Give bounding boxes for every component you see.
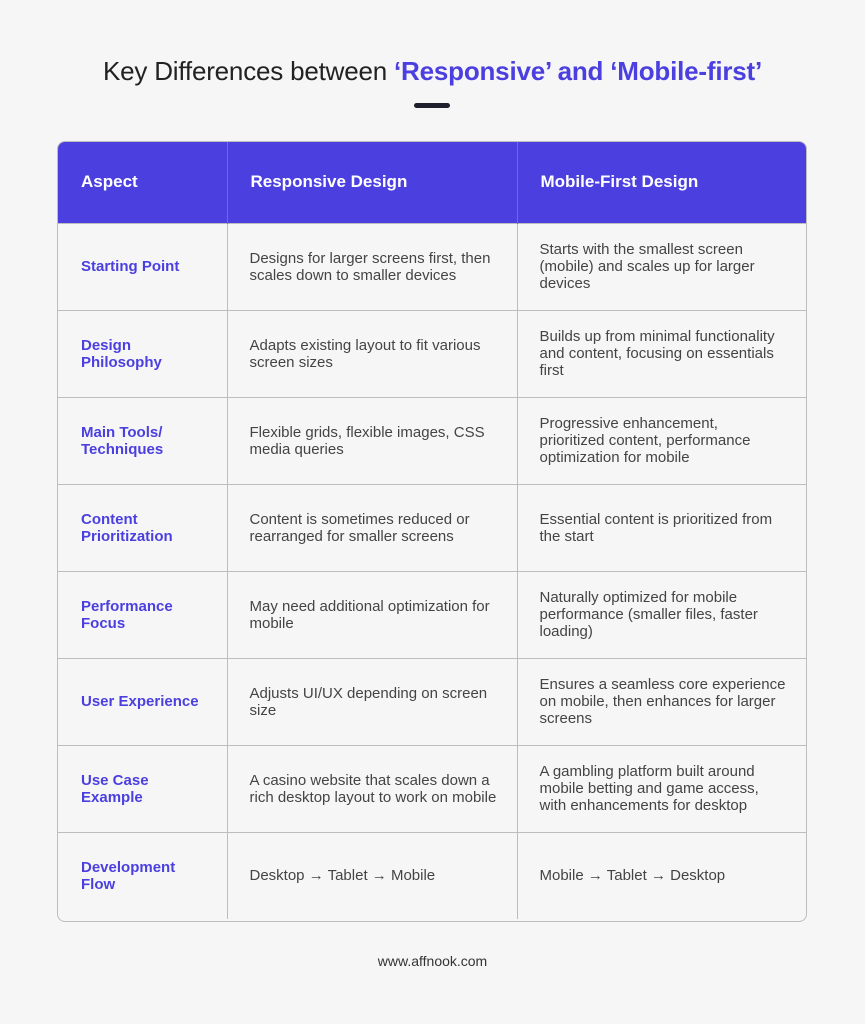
row-aspect: Development Flow <box>81 858 176 893</box>
row-aspect: Main Tools/ Techniques <box>81 423 164 458</box>
page-title <box>0 56 865 87</box>
row-aspect: Use Case Example <box>81 771 149 806</box>
header-aspect: Aspect <box>81 172 138 192</box>
table-row <box>58 571 807 658</box>
footer-website: www.affnook.com <box>377 953 488 969</box>
row-responsive: May need additional optimization for mobile <box>227 571 517 658</box>
header-responsive: Responsive Design <box>227 142 517 223</box>
comparison-table <box>57 141 807 922</box>
row-mobile-first: Progressive enhancement, prioritized content, performance optimization for mobile <box>517 397 807 484</box>
title-underline <box>414 103 450 108</box>
title-prefix: Key Differences between <box>103 56 395 86</box>
row-aspect: User Experience <box>81 693 199 710</box>
table-row <box>58 310 807 397</box>
row-mobile-first: Naturally optimized for mobile performance (smaller files, faster loading) <box>517 571 807 658</box>
row-mobile-first: Starts with the smallest screen (mobile) and scales up for larger devices <box>517 223 807 310</box>
title-accent: ‘Responsive’ and ‘Mobile-first’ <box>394 56 762 86</box>
row-responsive: Desktop → Tablet → Mobile <box>227 832 517 919</box>
table-row <box>58 397 807 484</box>
row-responsive: A casino website that scales down a rich desktop layout to work on mobile <box>227 745 517 832</box>
row-responsive: Designs for larger screens first, then scales down to smaller devices <box>227 223 517 310</box>
row-mobile-first: Mobile → Tablet → Desktop <box>517 832 807 919</box>
row-responsive: Content is sometimes reduced or rearranged for smaller screens <box>227 484 517 571</box>
row-aspect: Starting Point <box>81 258 180 275</box>
row-mobile-first: Ensures a seamless core experience on mobile, then enhances for larger screens <box>517 658 807 745</box>
row-aspect: Performance Focus <box>81 597 173 632</box>
row-mobile-first: A gambling platform built around mobile betting and game access, with enhancements for desktop <box>517 745 807 832</box>
table-row <box>58 832 807 919</box>
table-row <box>58 223 807 310</box>
row-responsive: Flexible grids, flexible images, CSS media queries <box>227 397 517 484</box>
table-row <box>58 658 807 745</box>
table-header-row <box>58 142 807 223</box>
row-responsive: Adjusts UI/UX depending on screen size <box>227 658 517 745</box>
table-row <box>58 484 807 571</box>
row-responsive: Adapts existing layout to fit various screen sizes <box>227 310 517 397</box>
row-mobile-first: Builds up from minimal functionality and content, focusing on essentials first <box>517 310 807 397</box>
header-mobile-first: Mobile-First Design <box>517 142 807 223</box>
row-aspect: Content Prioritization <box>81 510 173 545</box>
row-aspect: Design Philosophy <box>81 336 162 371</box>
table-row <box>58 745 807 832</box>
row-mobile-first: Essential content is prioritized from the start <box>517 484 807 571</box>
